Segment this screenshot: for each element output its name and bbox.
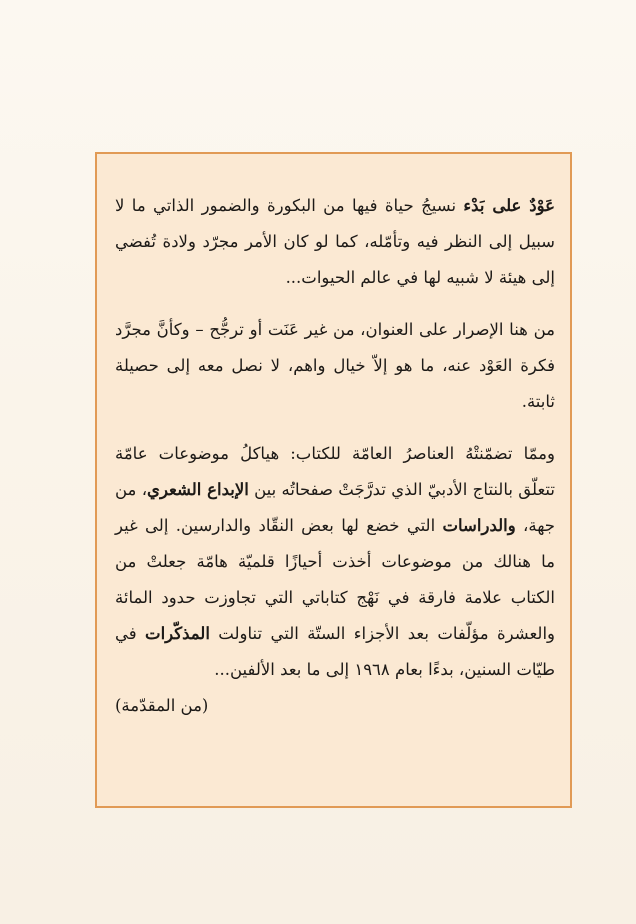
paragraph-3-part-1: وممّا تضمّنتْهُ العناصرُ العامّة للكتاب: هياكلُ موضوعات عامّة تتعلّق بالنتاج الأدبيّ الذي تدرَّجَتْ صفحاتُه بين <box>115 444 556 499</box>
paragraph-3-part-3: التي خضع لها بعض النقّاد والدارسين. إلى غير ما هنالك من موضوعات أخذت أحيازًا قلميّة هامّة جعلتْ من الكتاب علامة فارقة في نَهْج كتاباتي التي تجاوزت حدود المائة والعشرة مؤلّفات بعد الأجزاء الستّة التي تناولت <box>115 516 556 643</box>
paragraph-2-body: من هنا الإصرار على العنوان، من غير عَنَت أو ترجُّح – وكأنَّ مجرَّد فكرة العَوْد عنه، ما هو إلاّ خيال واهم، لا نصل معه إلى حصيلة ثابتة. <box>115 320 555 411</box>
paragraph-3-part-4: في طيّات السنين، بدءًا بعام ١٩٦٨ إلى ما بعد الألفين... <box>115 624 555 679</box>
source-note: (من المقدّمة) <box>115 696 209 715</box>
poetic-creativity-phrase: الإبداع الشعري <box>147 480 249 499</box>
book-title-phrase: عَوْدٌ على بَدْء <box>463 196 555 215</box>
memoirs-phrase: المذكّرات <box>145 624 210 643</box>
paragraph-2 <box>115 312 555 420</box>
paragraph-3 <box>115 436 555 724</box>
studies-phrase: والدراسات <box>442 516 516 535</box>
paragraph-1-body: نسيجُ حياة فيها من البكورة والضمور الذاتي ما لا سبيل إلى النظر فيه وتأمّله، كما لو كان الأمر مجرّد ولادة تُفضي إلى هيئة لا شبيه لها في عالم الحيوات... <box>115 196 555 287</box>
paragraph-3-part-2: ، من جهة، <box>115 480 555 535</box>
back-cover-text <box>115 188 555 724</box>
paragraph-1 <box>115 188 555 296</box>
